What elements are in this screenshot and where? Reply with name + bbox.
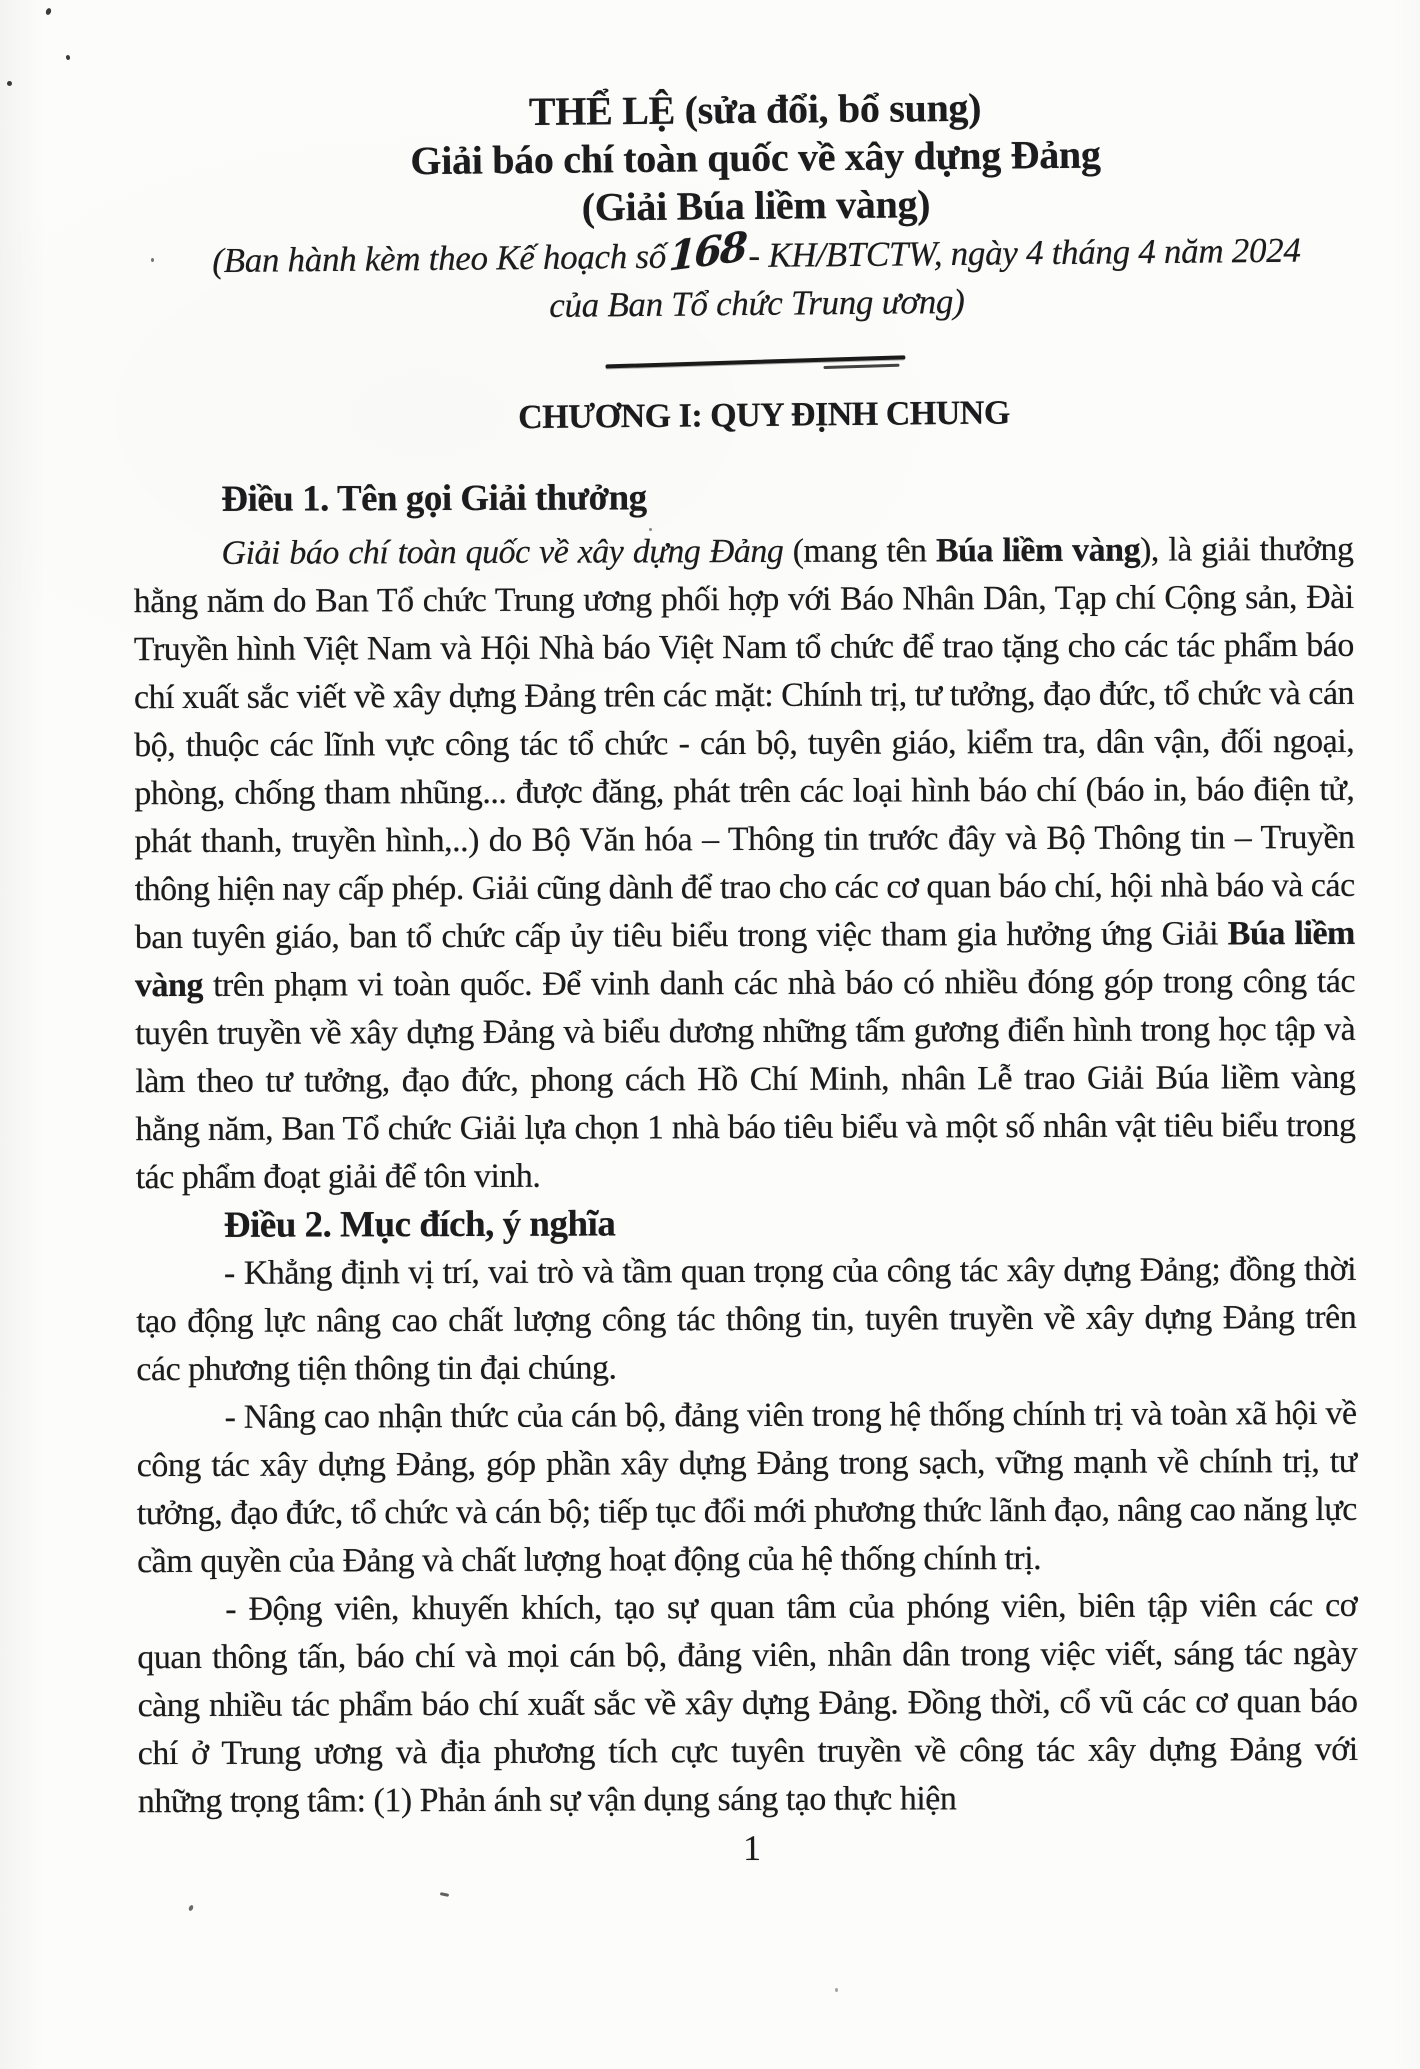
document-title-line1: THỂ LỆ (sửa đổi, bổ sung) (528, 84, 982, 135)
scan-speck (835, 1988, 838, 1992)
scan-speck (65, 55, 70, 61)
article-2-heading: Điều 2. Mục đích, ý nghĩa (223, 1203, 616, 1246)
paragraph-text: ), là giải thưởng hằng năm do Ban Tổ chức Trung ương phối hợp với Báo Nhân Dân, Tạp chí Cộng sản, Đài Truyền hình Việt Nam và Hội Nhà báo Việt Nam tổ chức để trao tặng cho các tác phẩm báo chí xuất sắc viết về xây dựng Đảng trên các mặt: Chính trị, tư tưởng, đạo đức, tổ chức và cán bộ, thuộc các lĩnh vực công tác tổ chức - cán bộ, tuyên giáo, kiểm tra, dân vận, đối ngoại, phòng, chống tham nhũng... được đăng, phát trên các loại hình báo chí (báo in, báo điện tử, phát thanh, truyền hình,..) do Bộ Văn hóa – Thông tin trước đây và Bộ Thông tin – Truyền thông hiện nay cấp phép. Giải cũng dành để trao cho các cơ quan báo chí, hội nhà báo và các ban tuyên giáo, ban tổ chức cấp ủy tiêu biểu trong việc tham gia hưởng ứng Giải (133, 530, 1355, 957)
issuance-prefix: (Ban hành kèm theo Kế hoạch số (212, 236, 667, 281)
paragraph-text: trên phạm vi toàn quốc. Để vinh danh các nhà báo có nhiều đóng góp trong công tác tuyên truyền về xây dựng Đảng và biểu dương những tấm gương điển hình trong học tập và làm theo tư tưởng, đạo đức, phong cách Hồ Chí Minh, nhân Lễ trao Giải Búa liềm vàng hằng năm, Ban Tổ chức Giải lựa chọn 1 nhà báo tiêu biểu và một số nhân vật tiêu biểu trong tác phẩm đoạt giải để tôn vinh. (135, 962, 1356, 1197)
page-number: 1 (742, 1827, 762, 1869)
document-title-line2: Giải báo chí toàn quốc về xây dựng Đảng (410, 131, 1101, 184)
award-name-italic: Giải báo chí toàn quốc về xây dựng Đảng (221, 532, 784, 572)
scan-speck (188, 1904, 194, 1911)
issuance-note-line2: của Ban Tổ chức Trung ương) (549, 281, 965, 325)
document-title-line3: (Giải Búa liềm vàng) (581, 181, 931, 230)
separator-rule-tail (823, 364, 899, 369)
article-2-bullet-1: - Khẳng định vị trí, vai trò và tầm quan trọng của công tác xây dựng Đảng; đồng thời tạo động lực nâng cao chất lượng công tác thông tin, tuyên truyền về xây dựng Đảng trên các phương tiện thông tin đại chúng. (136, 1250, 1357, 1389)
handwritten-plan-number: 168 (667, 222, 747, 281)
article-2-bullet-2: - Nâng cao nhận thức của cán bộ, đảng viên trong hệ thống chính trị và toàn xã hội về công tác xây dựng Đảng, góp phần xây dựng Đảng trong sạch, vững mạnh về chính trị, tư tưởng, đạo đức, tổ chức và cán bộ; tiếp tục đổi mới phương thức lãnh đạo, nâng cao năng lực cầm quyền của Đảng và chất lượng hoạt động của hệ thống chính trị. (136, 1394, 1357, 1581)
document-header (131, 80, 1354, 446)
award-short-name-bold: Búa liềm vàng (935, 531, 1141, 570)
issuance-suffix: - KH/BTCTW, ngày 4 tháng 4 năm 2024 (748, 230, 1301, 275)
document-body (132, 84, 1358, 1874)
article-1-heading: Điều 1. Tên gọi Giải thưởng (221, 477, 647, 520)
article-2-bullet-3: - Động viên, khuyến khích, tạo sự quan tâm của phóng viên, biên tập viên các cơ quan thông tấn, báo chí và mọi cán bộ, đảng viên, nhân dân trong việc viết, sáng tác ngày càng nhiều tác phẩm báo chí xuất sắc về xây dựng Đảng. Đồng thời, cổ vũ các cơ quan báo chí ở Trung ương và địa phương tích cực tuyên truyền về công tác xây dựng Đảng với những trọng tâm: (1) Phản ánh sự vận dụng sáng tạo thực hiện (137, 1586, 1358, 1821)
award-short-name-bold: Búa liềm vàng (134, 914, 1355, 1005)
separator-rule-area (133, 322, 1354, 398)
scan-speck (440, 1892, 449, 1897)
scan-speck (7, 81, 12, 86)
article-1-paragraph (133, 526, 1355, 1202)
paragraph-text: (mang tên (783, 532, 936, 570)
chapter-heading: CHƯƠNG I: QUY ĐỊNH CHUNG (517, 394, 1010, 437)
scan-speck (45, 7, 52, 15)
